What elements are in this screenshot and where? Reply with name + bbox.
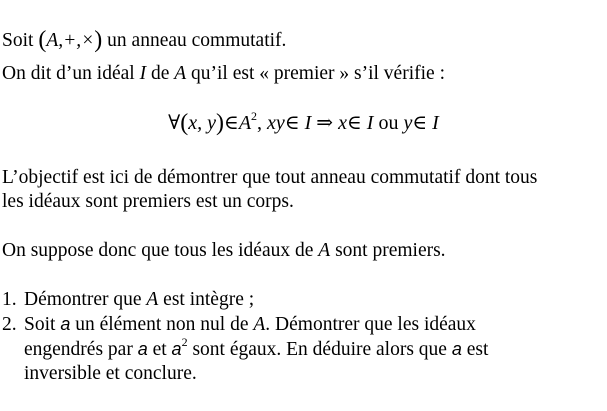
objective-line-1 <box>2 166 537 190</box>
formula-product: xy <box>267 112 285 134</box>
prime-ideal-formula <box>0 111 607 135</box>
element-a-4: a <box>451 339 462 359</box>
formula-ideal-3: I <box>427 112 439 134</box>
element-of-symbol: ∈ <box>224 112 239 134</box>
element-a-3: a <box>171 339 182 359</box>
question-2-text-3: . Démontrer que les idéaux <box>265 314 476 335</box>
implies-symbol: ⇒ <box>316 112 334 134</box>
intro-line-ring <box>2 28 286 53</box>
formula-separator: , <box>257 112 268 134</box>
ideal-symbol: I <box>139 63 147 84</box>
open-parenthesis: ( <box>38 27 47 53</box>
question-1 <box>2 288 254 312</box>
definition-line <box>2 62 445 86</box>
formula-close-paren: ) <box>216 110 225 136</box>
assumption-line <box>2 239 446 263</box>
question-2-text-7: est <box>461 339 489 360</box>
definition-text-de: de <box>146 63 175 84</box>
assumption-text-end: sont premiers. <box>330 240 446 261</box>
intro-text: Soit <box>2 30 39 51</box>
objective-text-1: L’objectif est ici de démontrer que tout anneau commutatif dont tous <box>2 167 538 188</box>
question-1-number: 1. <box>2 289 17 310</box>
formula-exponent: 2 <box>251 109 258 123</box>
question-2-line-3 <box>24 362 197 386</box>
element-of-symbol-2: ∈ <box>284 112 300 134</box>
forall-symbol: ∀ <box>168 112 181 134</box>
definition-text-end: qu’il est « premier » s’il vérifie : <box>186 63 445 84</box>
formula-open-paren: ( <box>180 110 189 136</box>
question-1-ring: A <box>146 289 159 310</box>
question-2-line-2 <box>24 337 488 362</box>
element-a-2: a <box>137 339 148 359</box>
ring-symbol: A <box>174 63 187 84</box>
question-2-text-5: et <box>147 339 172 360</box>
question-2-number: 2. <box>2 314 17 335</box>
assumption-text: On suppose donc que tous les idéaux de <box>2 240 319 261</box>
question-2-text-6: sont égaux. En déduire alors que <box>187 339 452 360</box>
question-2-line-1 <box>2 312 476 337</box>
formula-ideal-2: I <box>361 112 374 134</box>
question-2-text-8: inversible et conclure. <box>24 363 197 384</box>
element-of-symbol-4: ∈ <box>412 112 428 134</box>
formula-variables: x, y <box>188 112 217 134</box>
objective-line-2 <box>2 190 294 214</box>
element-of-symbol-3: ∈ <box>346 112 362 134</box>
objective-text-2: les idéaux sont premiers est un corps. <box>2 191 294 212</box>
ring-symbol-2: A <box>318 240 331 261</box>
question-2-text-1: Soit <box>24 314 61 335</box>
definition-text: On dit d’un idéal <box>2 63 140 84</box>
formula-y: y <box>403 112 413 134</box>
square-exponent: 2 <box>181 335 188 349</box>
ring-structure: A,+,× <box>46 30 95 51</box>
question-2-ring: A <box>253 314 266 335</box>
question-1-text-end: est intègre ; <box>158 289 255 310</box>
question-2-text-2: un élément non nul de <box>70 314 254 335</box>
intro-text-end: un anneau commutatif. <box>102 30 287 51</box>
close-parenthesis: ) <box>94 27 103 53</box>
formula-ou: ou <box>373 112 404 134</box>
formula-x: x <box>333 112 347 134</box>
formula-ideal-1: I <box>299 112 317 134</box>
question-2-text-4: engendrés par <box>24 339 138 360</box>
formula-set: A <box>238 112 252 134</box>
element-a-1: a <box>60 314 71 334</box>
question-1-text: Démontrer que <box>24 289 147 310</box>
